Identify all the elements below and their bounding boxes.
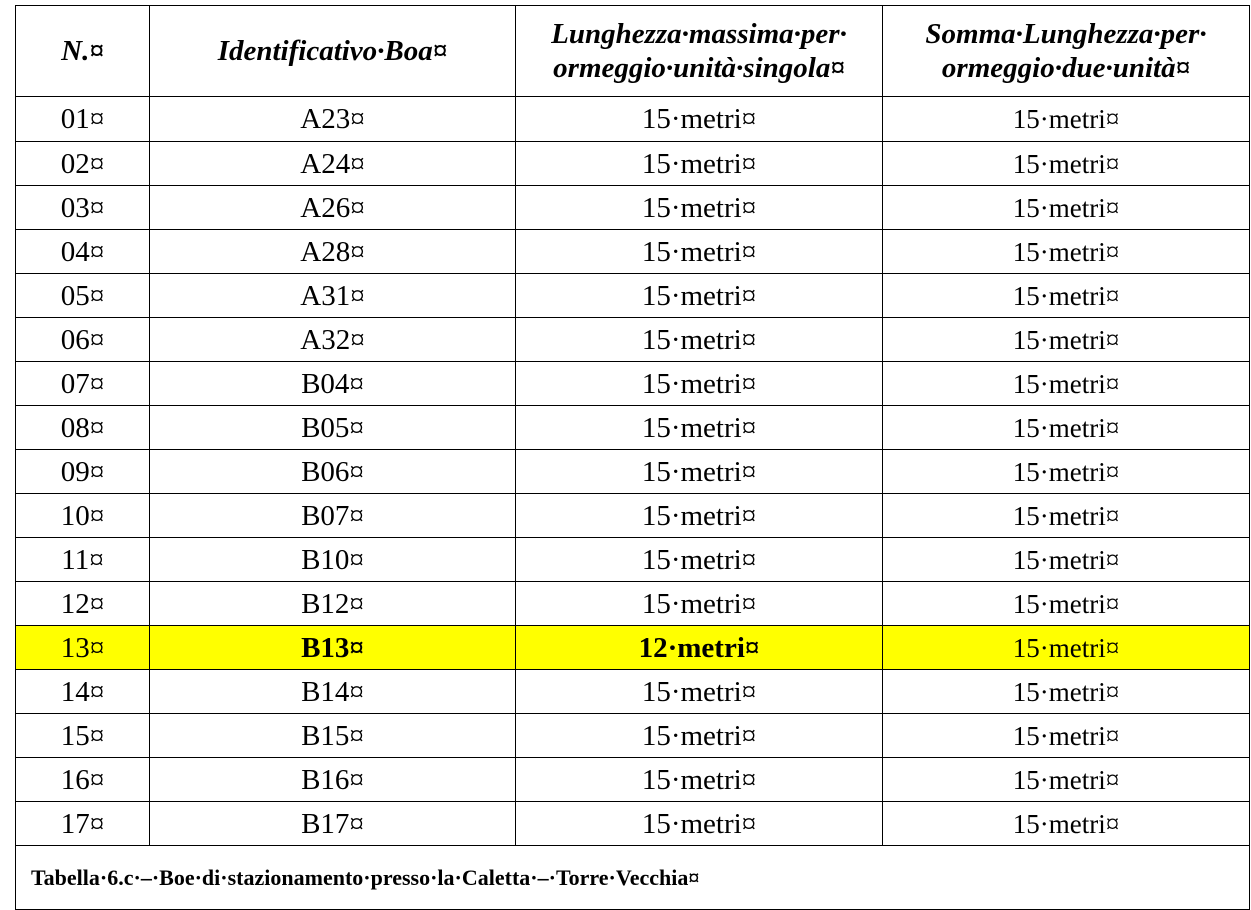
cell-number: 13¤ — [16, 626, 150, 670]
table-row — [16, 97, 1250, 142]
cell-max-length-single: 15·metri¤ — [516, 582, 883, 626]
cell-sum-length-double: 15·metri¤ — [883, 97, 1250, 142]
cell-sum-length-double: 15·metri¤ — [883, 802, 1250, 846]
cell-max-length-single: 15·metri¤ — [516, 714, 883, 758]
cell-number: 02¤ — [16, 142, 150, 186]
table-body — [16, 97, 1250, 910]
table-row — [16, 274, 1250, 318]
cell-number: 10¤ — [16, 494, 150, 538]
table-row — [16, 362, 1250, 406]
cell-max-length-single: 15·metri¤ — [516, 274, 883, 318]
table-row — [16, 450, 1250, 494]
cell-number: 06¤ — [16, 318, 150, 362]
cell-max-length-single: 15·metri¤ — [516, 230, 883, 274]
cell-sum-length-double: 15·metri¤ — [883, 450, 1250, 494]
cell-sum-length-double: 15·metri¤ — [883, 142, 1250, 186]
cell-number: 15¤ — [16, 714, 150, 758]
header-sum-length-double — [883, 6, 1250, 97]
cell-sum-length-double: 15·metri¤ — [883, 230, 1250, 274]
cell-max-length-single: 15·metri¤ — [516, 362, 883, 406]
table-row — [16, 186, 1250, 230]
cell-max-length-single: 15·metri¤ — [516, 406, 883, 450]
cell-buoy-id: A28¤ — [150, 230, 516, 274]
cell-number: 08¤ — [16, 406, 150, 450]
cell-buoy-id: B10¤ — [150, 538, 516, 582]
table-row — [16, 714, 1250, 758]
cell-max-length-single: 15·metri¤ — [516, 318, 883, 362]
cell-sum-length-double: 15·metri¤ — [883, 494, 1250, 538]
cell-buoy-id: A31¤ — [150, 274, 516, 318]
table-row — [16, 494, 1250, 538]
cell-buoy-id: B07¤ — [150, 494, 516, 538]
table-row — [16, 582, 1250, 626]
cell-buoy-id: A32¤ — [150, 318, 516, 362]
cell-number: 07¤ — [16, 362, 150, 406]
header-number: N.¤ — [16, 6, 150, 97]
table-row — [16, 142, 1250, 186]
table-row — [16, 538, 1250, 582]
cell-buoy-id: B05¤ — [150, 406, 516, 450]
table-row — [16, 230, 1250, 274]
buoy-table — [15, 5, 1250, 910]
header-sum-length-double-text: Somma·Lunghezza·per· ormeggio·due·unità¤ — [925, 18, 1207, 84]
cell-buoy-id: B13¤ — [150, 626, 516, 670]
cell-sum-length-double: 15·metri¤ — [883, 186, 1250, 230]
header-buoy-id: Identificativo·Boa¤ — [150, 6, 516, 97]
table-row — [16, 626, 1250, 670]
cell-number: 05¤ — [16, 274, 150, 318]
cell-buoy-id: A26¤ — [150, 186, 516, 230]
cell-buoy-id: B04¤ — [150, 362, 516, 406]
table-row — [16, 318, 1250, 362]
cell-number: 12¤ — [16, 582, 150, 626]
cell-max-length-single: 15·metri¤ — [516, 670, 883, 714]
cell-sum-length-double: 15·metri¤ — [883, 538, 1250, 582]
cell-max-length-single: 15·metri¤ — [516, 97, 883, 142]
cell-buoy-id: B14¤ — [150, 670, 516, 714]
cell-sum-length-double: 15·metri¤ — [883, 406, 1250, 450]
table-row — [16, 406, 1250, 450]
cell-number: 17¤ — [16, 802, 150, 846]
cell-max-length-single: 15·metri¤ — [516, 802, 883, 846]
table-row — [16, 802, 1250, 846]
cell-max-length-single: 15·metri¤ — [516, 758, 883, 802]
cell-number: 04¤ — [16, 230, 150, 274]
caption-row — [16, 846, 1250, 910]
cell-number: 01¤ — [16, 97, 150, 142]
cell-buoy-id: B12¤ — [150, 582, 516, 626]
cell-sum-length-double: 15·metri¤ — [883, 582, 1250, 626]
cell-buoy-id: B17¤ — [150, 802, 516, 846]
table-row — [16, 670, 1250, 714]
cell-buoy-id: A24¤ — [150, 142, 516, 186]
cell-number: 03¤ — [16, 186, 150, 230]
cell-buoy-id: B15¤ — [150, 714, 516, 758]
cell-sum-length-double: 15·metri¤ — [883, 318, 1250, 362]
cell-number: 14¤ — [16, 670, 150, 714]
cell-sum-length-double: 15·metri¤ — [883, 758, 1250, 802]
cell-max-length-single: 15·metri¤ — [516, 450, 883, 494]
cell-max-length-single: 15·metri¤ — [516, 142, 883, 186]
cell-sum-length-double: 15·metri¤ — [883, 670, 1250, 714]
table-row — [16, 758, 1250, 802]
cell-number: 11¤ — [16, 538, 150, 582]
cell-sum-length-double: 15·metri¤ — [883, 274, 1250, 318]
cell-sum-length-double: 15·metri¤ — [883, 362, 1250, 406]
header-max-length-single — [516, 6, 883, 97]
cell-max-length-single: 15·metri¤ — [516, 494, 883, 538]
cell-max-length-single: 12·metri¤ — [516, 626, 883, 670]
cell-sum-length-double: 15·metri¤ — [883, 626, 1250, 670]
header-max-length-single-text: Lunghezza·massima·per· ormeggio·unità·singola¤ — [551, 18, 847, 84]
cell-max-length-single: 15·metri¤ — [516, 538, 883, 582]
cell-number: 16¤ — [16, 758, 150, 802]
cell-buoy-id: A23¤ — [150, 97, 516, 142]
cell-buoy-id: B16¤ — [150, 758, 516, 802]
table-caption: Tabella·6.c·–·Boe·di·stazionamento·presso·la·Caletta·–·Torre·Vecchia¤ — [16, 846, 1250, 910]
cell-buoy-id: B06¤ — [150, 450, 516, 494]
cell-number: 09¤ — [16, 450, 150, 494]
header-row — [16, 6, 1250, 97]
cell-max-length-single: 15·metri¤ — [516, 186, 883, 230]
cell-sum-length-double: 15·metri¤ — [883, 714, 1250, 758]
